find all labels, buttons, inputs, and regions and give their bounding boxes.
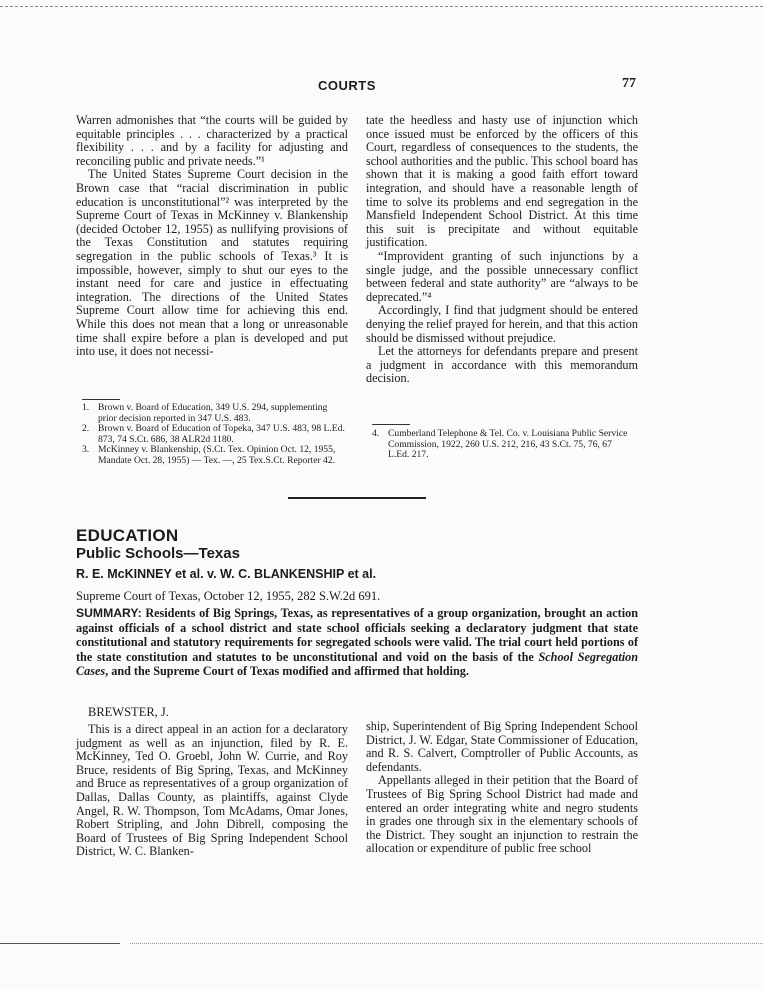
- footnotes-right: [372, 429, 632, 461]
- footnote: [82, 445, 348, 466]
- paragraph: ship, Superintendent of Big Spring Independent School District, J. W. Edgar, State Commissioner of Education, and R. S. Calvert, Comptroller of Public Accounts, as defendants.: [366, 719, 638, 774]
- footnote-text: Cumberland Telephone & Tel. Co. v. Louisiana Public Service Commission, 1922, 260 U.S. 212, 216, 43 S.Ct. 75, 76, 67 L.Ed. 217.: [388, 428, 628, 461]
- paragraph: Warren admonishes that “the courts will be guided by equitable principles . . . characterized by a practical flexibility . . . and by a facility for adjusting and reconciling public and private needs.”¹: [76, 113, 348, 168]
- footnote-number: 1.: [82, 402, 90, 413]
- bottom-scan-dots: [130, 943, 763, 944]
- paragraph: This is a direct appeal in an action for a declaratory judgment as well as an injunction, filed by R. E. McKinney, Ted O. Groebl, John W. Currie, and Roy Bruce, residents of Big Spring, Texas, and McKinney and Bruce as representatives of a group organization of Dallas, Dallas County, as plaintiffs, against Clyde Angel, R. W. Thompson, Tom McAdams, Omar Jones, Robert Stripling, and John Dibrell, composing the Board of Trustees of Big Spring Independent School District, W. C. Blanken-: [76, 722, 348, 859]
- column-left-top: [76, 114, 348, 359]
- footnote-text: Brown v. Board of Education, 349 U.S. 294, supplementing prior decision reported in 347 U.S. 483.: [98, 402, 328, 424]
- page-number: 77: [622, 76, 636, 91]
- footnote-number: 4.: [372, 428, 380, 439]
- bottom-scan-line: [0, 943, 120, 944]
- footnote: [372, 429, 632, 461]
- section-divider: [288, 497, 426, 499]
- case-title: R. E. McKINNEY et al. v. W. C. BLANKENSHIP et al.: [76, 567, 377, 581]
- paragraph: tate the heedless and hasty use of injunction which once issued must be enforced by the officers of this Court, regardless of consequences to the students, the school authorities and the public. This school board has shown that it is making a good faith effort toward integration, and should have a reasonable length of time to solve its problems and end segregation in the Mansfield Independent School District. At this time this suit is precipitate and without equitable justification.: [366, 113, 638, 250]
- summary-italic: School Segregation Cases: [76, 649, 638, 679]
- paragraph: Appellants alleged in their petition that the Board of Trustees of Big Spring School District had made and entered an order integrating white and negro students in grades one through six in the elementary schools of the District. They sought an injunction to restrain the allocation or expenditure of public free school: [366, 773, 638, 856]
- paragraph: The United States Supreme Court decision in the Brown case that “racial discrimination in public education is unconstitutional”² was interpreted by the Supreme Court of Texas in McKinney v. Blankenship (decided October 12, 1955) as nullifying provisions of the Texas Constitution and statutes requiring segregation in the public schools of Texas.³ It is impossible, however, simply to shut our eyes to the instant need for care and justice in effectuating integration. The directions of the United States Supreme Court allow time for achieving this end. While this does not mean that a long or unreasonable time shall expire before a plan is developed and put into use, it does not necessi-: [76, 167, 348, 359]
- top-scan-line: [0, 6, 763, 7]
- column-right-top: [366, 114, 638, 386]
- section-subtitle: Public Schools—Texas: [76, 545, 240, 562]
- paragraph: Accordingly, I find that judgment should be entered denying the relief prayed for herein, and that this action should be dismissed without prejudice.: [366, 303, 638, 345]
- footnote-rule: [82, 399, 120, 400]
- summary-text: , and the Supreme Court of Texas modified and affirmed that holding.: [105, 664, 469, 679]
- footnote-text: McKinney v. Blankenship, (S.Ct. Tex. Opinion Oct. 12, 1955, Mandate Oct. 28, 1955) — Tex. —, 25 Tex.S.Ct. Reporter 42.: [98, 444, 336, 466]
- court-citation: Supreme Court of Texas, October 12, 1955, 282 S.W.2d 691.: [76, 589, 381, 603]
- running-head: COURTS: [318, 78, 376, 93]
- case-summary: [76, 606, 638, 679]
- column-right-bottom: [366, 720, 638, 856]
- footnotes-left: [82, 403, 348, 467]
- summary-text: Residents of Big Springs, Texas, as representatives of a group organization, brought an action against officials of a school district and state school officials seeking a declaratory judgment that state constitutional and statutory requirements for segregated schools were valid. The trial court held portions of the state constitution and statutes to be unconstitutional and void on the basis of the: [76, 606, 638, 664]
- footnote: [82, 403, 348, 424]
- paragraph: Let the attorneys for defendants prepare and present a judgment in accordance with this memorandum decision.: [366, 344, 638, 386]
- footnote-text: Brown v. Board of Education of Topeka, 347 U.S. 483, 98 L.Ed. 873, 74 S.Ct. 686, 38 ALR2d 1180.: [98, 423, 345, 445]
- judge-name: BREWSTER, J.: [88, 705, 169, 719]
- paragraph: “Improvident granting of such injunctions by a single judge, and the possible unnecessary conflict between federal and state authority” are “always to be deprecated.”⁴: [366, 248, 638, 304]
- footnote: [82, 424, 348, 445]
- footnote-number: 3.: [82, 444, 90, 456]
- summary-label: SUMMARY:: [76, 606, 142, 620]
- column-left-bottom: [76, 723, 348, 859]
- footnote-number: 2.: [82, 423, 90, 435]
- footnote-rule: [372, 424, 410, 425]
- section-title: EDUCATION: [76, 526, 179, 545]
